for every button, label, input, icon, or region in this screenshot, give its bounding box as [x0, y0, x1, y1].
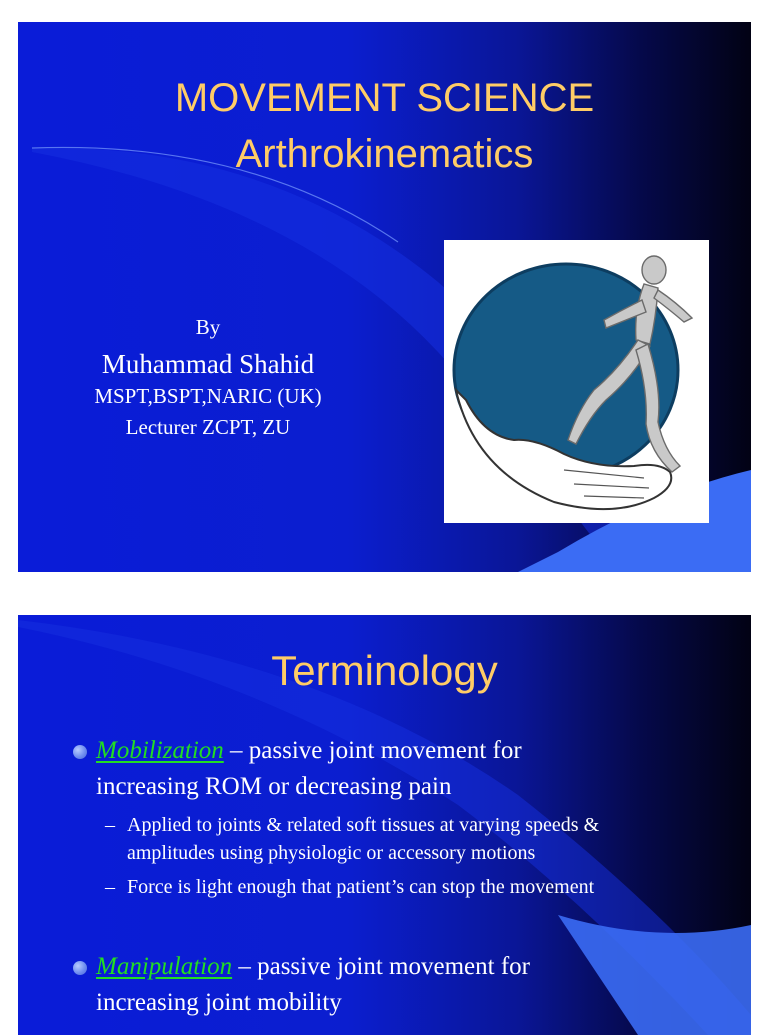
bullet-text: – passive joint movement for — [223, 737, 522, 764]
bullet-text: – passive joint movement for — [232, 953, 530, 980]
sub-bullet-dash: – — [105, 876, 115, 898]
terminology-slide — [18, 615, 751, 1035]
slide-title-line2: Arthrokinematics — [235, 132, 534, 176]
logo-image — [444, 240, 709, 523]
title-slide — [18, 22, 751, 572]
bullet-line2: increasing joint mobility — [96, 989, 342, 1016]
bullet-manipulation — [96, 949, 530, 1021]
bullet-dot-icon — [73, 745, 87, 759]
author-position: Lecturer ZCPT, ZU — [125, 415, 291, 439]
slide-title: Terminology — [271, 647, 498, 694]
slide-title-line1: MOVEMENT SCIENCE — [174, 76, 595, 120]
bullet-line1 — [96, 949, 530, 985]
sub-bullet — [105, 811, 599, 867]
term-link-manipulation[interactable]: Manipulation — [96, 953, 233, 980]
author-name: Muhammad Shahid — [101, 349, 315, 379]
sub-bullet-line1: Force is light enough that patient’s can stop the movement — [127, 876, 595, 898]
sub-bullet-line2: amplitudes using physiologic or accessory motions — [127, 842, 536, 864]
sub-bullet — [105, 873, 594, 901]
bullet-line2: increasing ROM or decreasing pain — [96, 773, 452, 800]
bullet-line1 — [96, 733, 522, 769]
sub-bullet-line1: Applied to joints & related soft tissues at varying speeds & — [127, 814, 600, 836]
by-label: By — [195, 315, 221, 339]
bullet-dot-icon — [73, 961, 87, 975]
sub-bullet-dash: – — [105, 814, 115, 836]
running-figure-on-hand-logo-icon — [444, 240, 709, 523]
author-credentials: MSPT,BSPT,NARIC (UK) — [94, 384, 322, 408]
bullet-mobilization — [96, 733, 522, 805]
term-link-mobilization[interactable]: Mobilization — [96, 737, 224, 764]
